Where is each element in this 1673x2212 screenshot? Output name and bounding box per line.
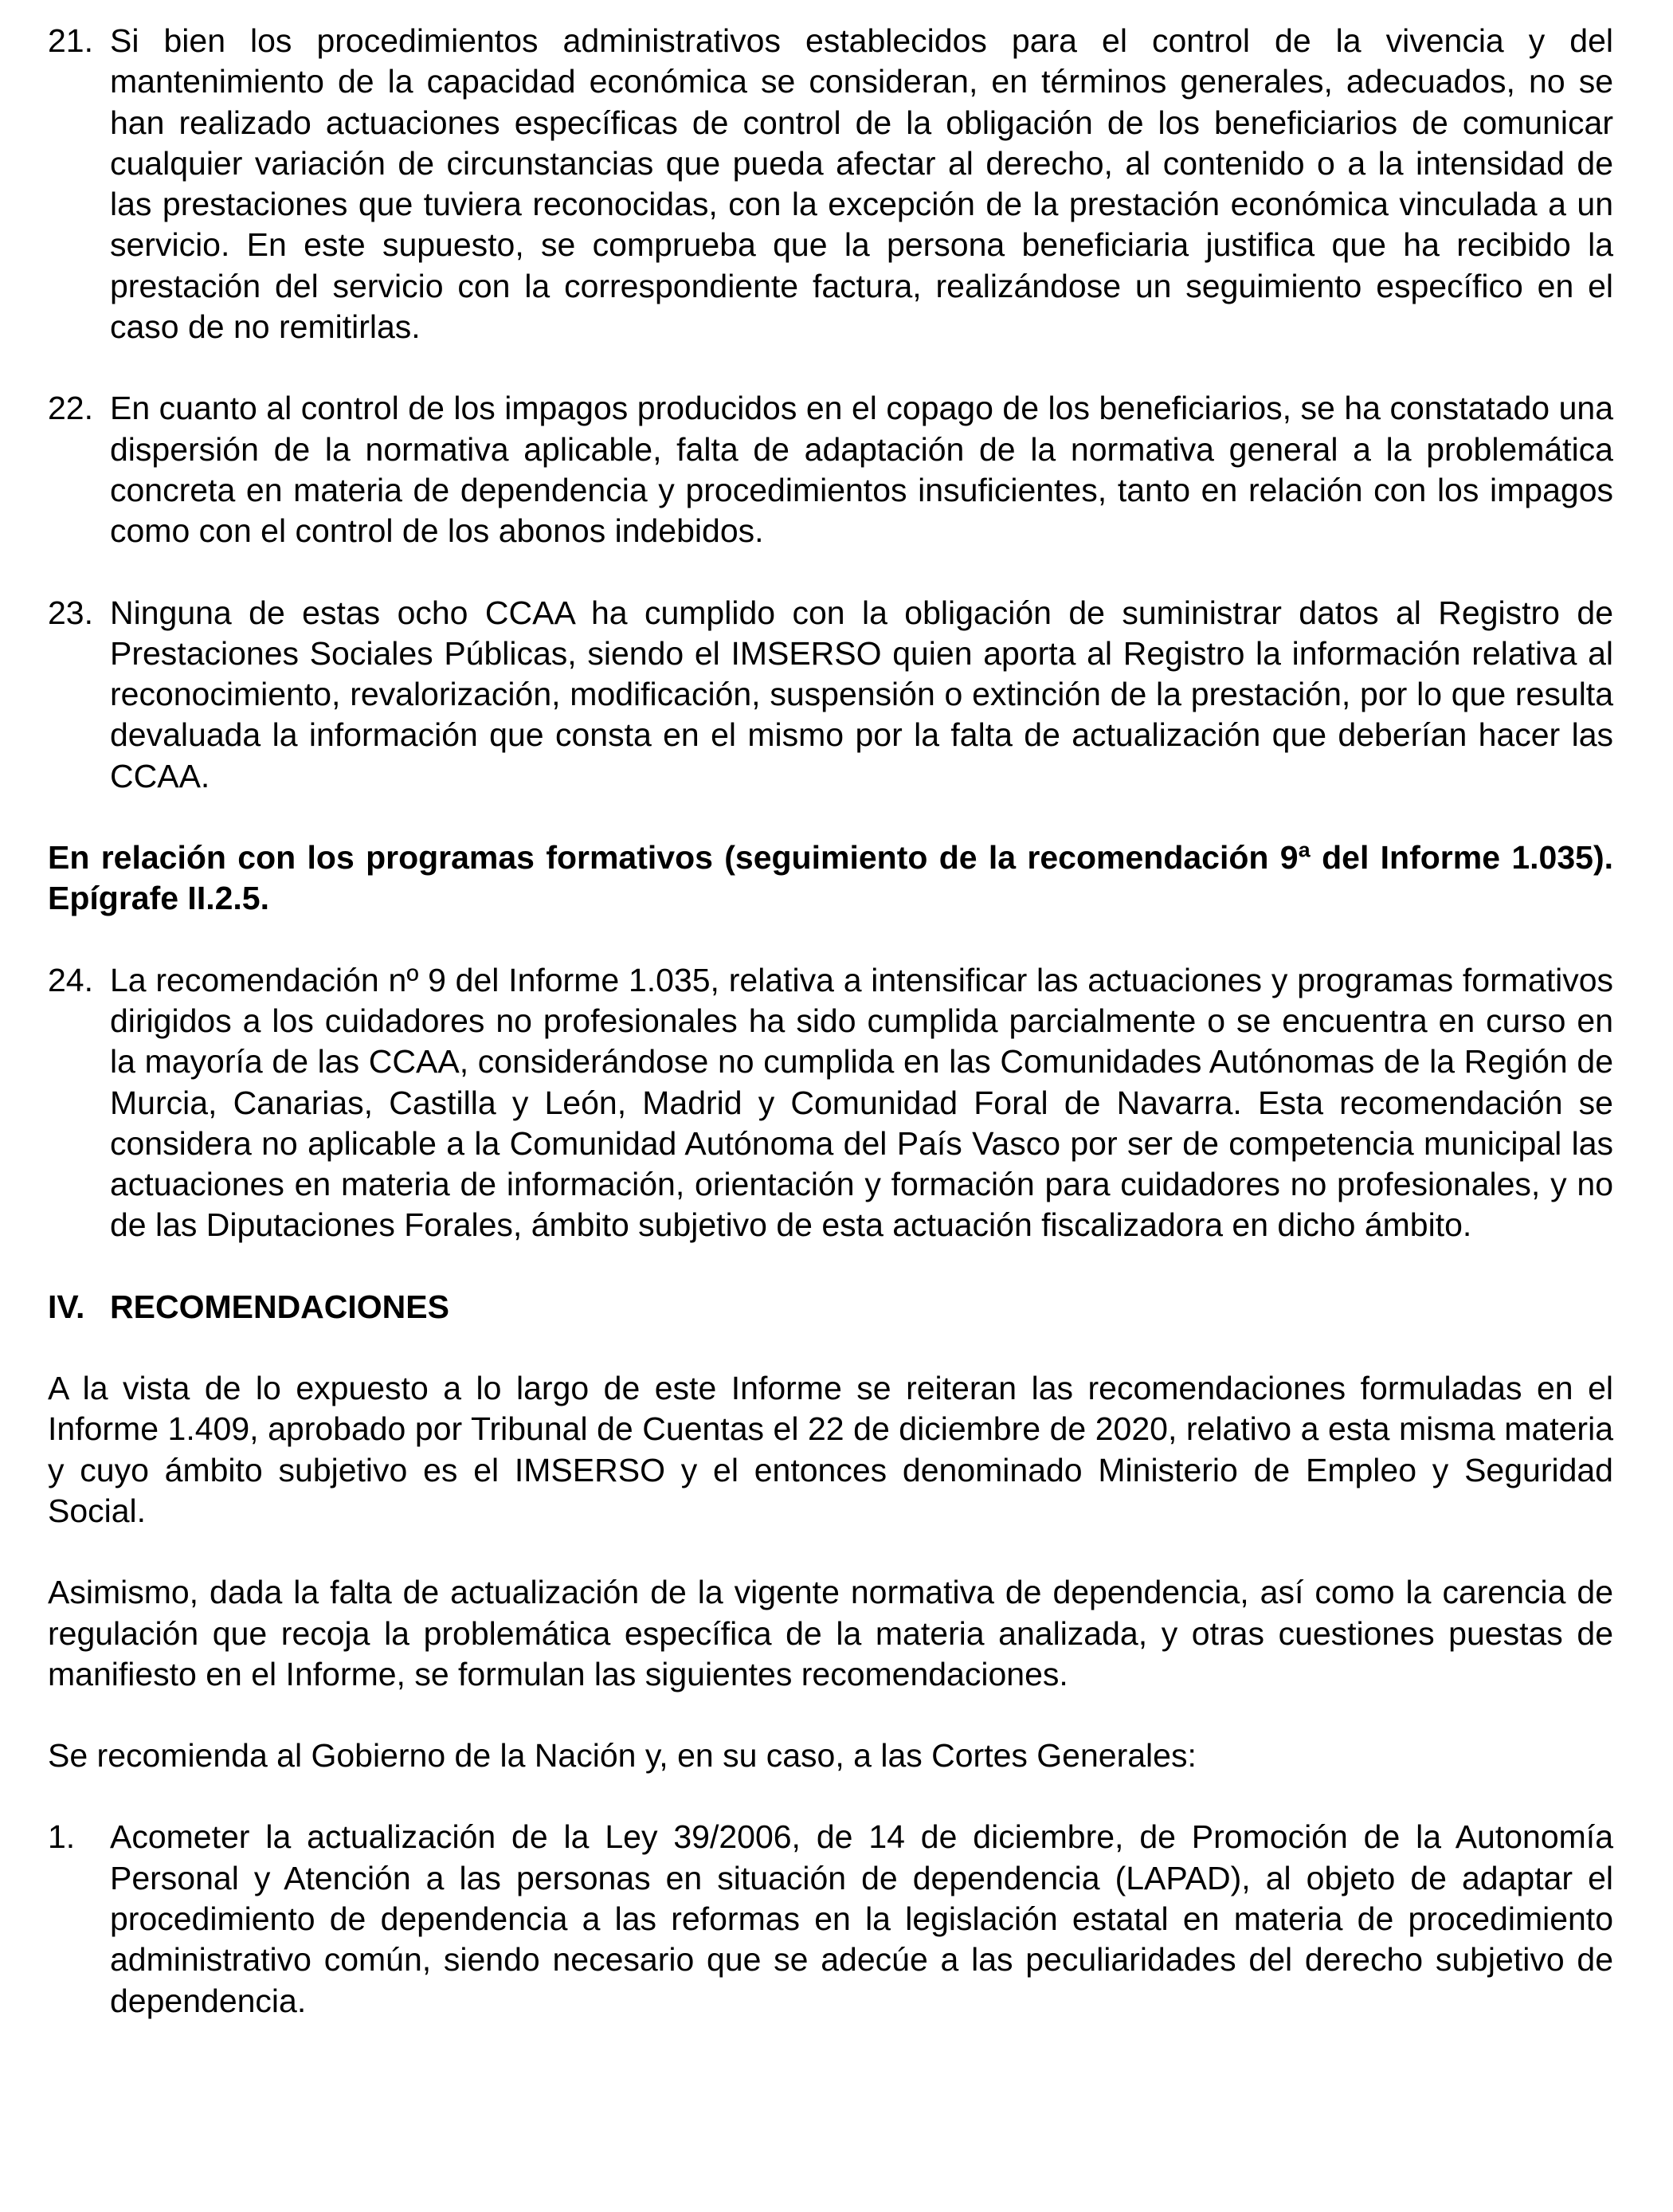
- document-page: [48, 21, 1613, 2022]
- item-number: 24.: [48, 961, 93, 998]
- recommendation-addressee: Se recomienda al Gobierno de la Nación y, en su caso, a las Cortes Generales:: [48, 1737, 1197, 1775]
- item-text: Acometer la actualización de la Ley 39/2006, de 14 de diciembre, de Promoción de la Autonomía Personal y Atención a las personas en situación de dependencia (LAPAD), al objeto de adaptar el procedimiento de dependencia a las reformas en la legislación estatal en materia de procedimiento administrativo común, siendo necesario que se adecúe a las peculiaridades del derecho subjetivo de dependencia.: [110, 1818, 1613, 2019]
- item-number: 1.: [48, 1818, 76, 1856]
- recommendation-item-1: [48, 1817, 1613, 2021]
- section-number: IV.: [48, 1288, 85, 1325]
- item-text: La recomendación nº 9 del Informe 1.035, relativa a intensificar las actuaciones y programas formativos dirigidos a los cuidadores no profesionales ha sido cumplida parcialmente o se encuentra en curso en la mayoría de las CCAA, considerándose no cumplida en las Comunidades Autónomas de la Región de Murcia, Canarias, Castilla y León, Madrid y Comunidad Foral de Navarra. Esta recomendación se considera no aplicable a la Comunidad Autónoma del País Vasco por ser de competencia municipal las actuaciones en materia de información, orientación y formación para cuidadores no profesionales, y no de las Diputaciones Forales, ámbito subjetivo de esta actuación fiscalizadora en dicho ámbito.: [110, 961, 1613, 1244]
- item-number: 22.: [48, 390, 93, 427]
- item-text: Si bien los procedimientos administrativos establecidos para el control de la vivencia y del mantenimiento de la capacidad económica se consideran, en términos generales, adecuados, no se han realizado actuaciones específicas de control de la obligación de los beneficiarios de comunicar cualquier variación de circunstancias que pueda afectar al derecho, al contenido o a la intensidad de las prestaciones que tuviera reconocidas, con la excepción de la prestación económica vinculada a un servicio. En este supuesto, se comprueba que la persona beneficiaria justifica que ha recibido la prestación del servicio con la correspondiente factura, realizándose un seguimiento específico en el caso de no remitirlas.: [110, 22, 1613, 346]
- item-number: 21.: [48, 22, 93, 59]
- conclusion-item-22: [48, 388, 1613, 551]
- intro-paragraph: A la vista de lo expuesto a lo largo de este Informe se reiteran las recomendaciones formuladas en el Informe 1.409, aprobado por Tribunal de Cuentas el 22 de diciembre de 2020, relativo a esta misma materia y cuyo ámbito subjetivo es el IMSERSO y el entonces denominado Ministerio de Empleo y Seguridad Social.: [48, 1370, 1613, 1529]
- conclusion-item-23: [48, 593, 1613, 797]
- context-paragraph: Asimismo, dada la falta de actualización de la vigente normativa de dependencia, así como la carencia de regulación que recoja la problemática específica de la materia analizada, y otras cuestiones puestas de manifiesto en el Informe, se formulan las siguientes recomendaciones.: [48, 1574, 1613, 1692]
- item-text: En cuanto al control de los impagos producidos en el copago de los beneficiarios, se ha constatado una dispersión de la normativa aplicable, falta de adaptación de la normativa general a la problemática concreta en materia de dependencia y procedimientos insuficientes, tanto en relación con los impagos como con el control de los abonos indebidos.: [110, 390, 1613, 550]
- item-text: Ninguna de estas ocho CCAA ha cumplido con la obligación de suministrar datos al Registro de Prestaciones Sociales Públicas, siendo el IMSERSO quien aporta al Registro la información relativa al reconocimiento, revalorización, modificación, suspensión o extinción de la prestación, por lo que resulta devaluada la información que consta en el mismo por la falta de actualización que deberían hacer las CCAA.: [110, 594, 1613, 794]
- conclusion-item-21: [48, 21, 1613, 347]
- subheading-training-programs: En relación con los programas formativos (seguimiento de la recomendación 9ª del Informe 1.035). Epígrafe II.2.5.: [48, 839, 1613, 917]
- item-number: 23.: [48, 594, 93, 631]
- section-title: RECOMENDACIONES: [110, 1288, 449, 1325]
- section-heading-recommendations: [48, 1287, 1613, 1328]
- conclusion-item-24: [48, 960, 1613, 1246]
